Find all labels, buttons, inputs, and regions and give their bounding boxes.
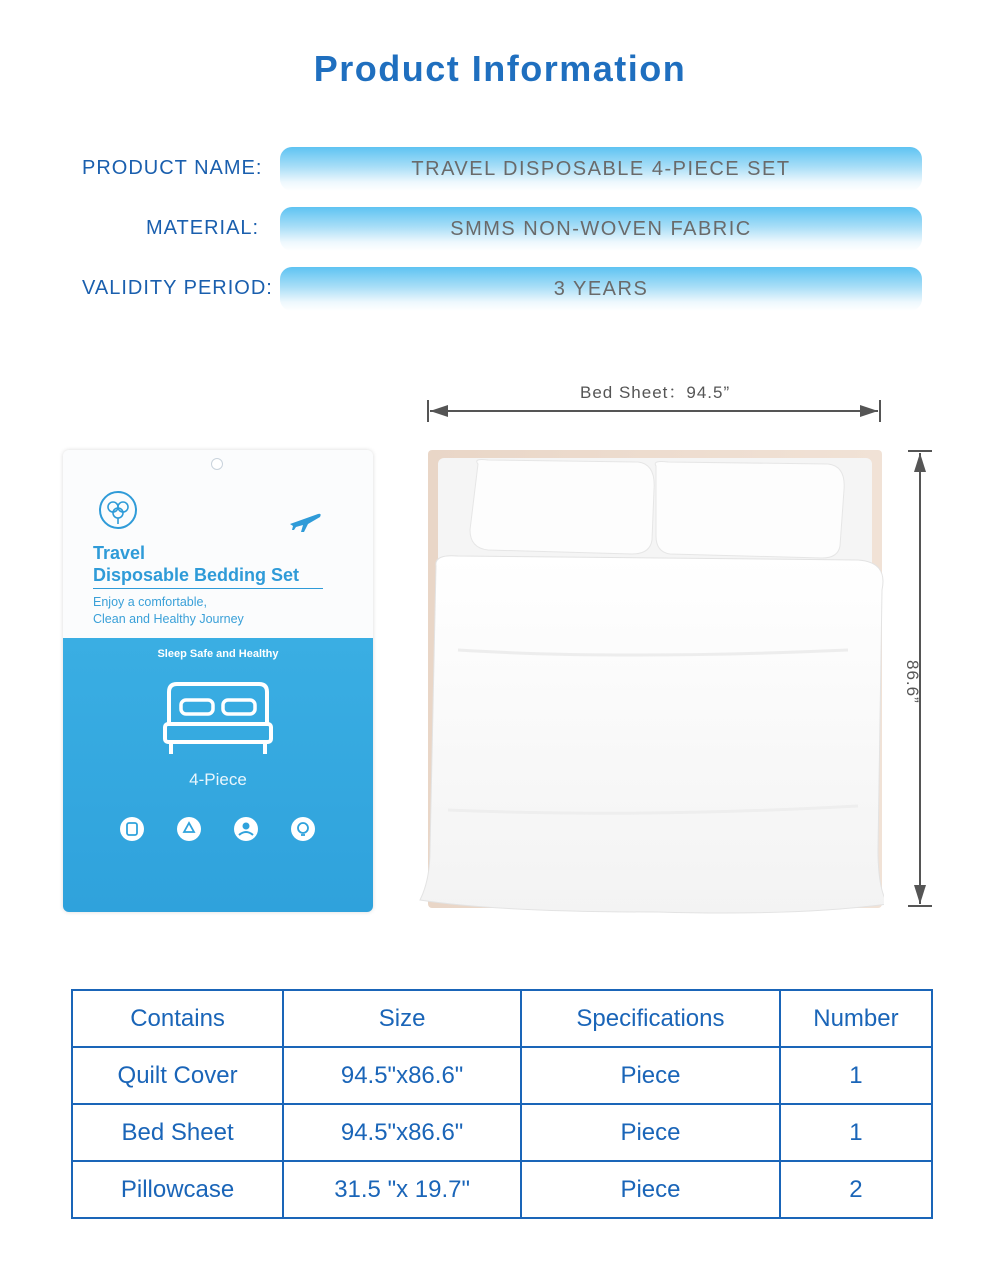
table-row xyxy=(72,1047,932,1104)
cell-specifications: Piece xyxy=(521,1047,780,1104)
package-brand xyxy=(93,542,299,586)
width-dimension-label: Bed Sheet：94.5” xyxy=(580,383,731,402)
hang-hole xyxy=(211,458,223,470)
spec-table xyxy=(71,989,933,1219)
cell-contains: Bed Sheet xyxy=(72,1104,283,1161)
airplane-icon xyxy=(288,510,322,534)
header-number: Number xyxy=(780,990,932,1047)
tagline-line-2: Clean and Healthy Journey xyxy=(93,612,244,626)
bed-icon xyxy=(161,678,275,758)
cell-number: 1 xyxy=(780,1047,932,1104)
comfort-icon xyxy=(290,816,316,842)
brand-divider xyxy=(93,588,323,589)
cell-contains: Pillowcase xyxy=(72,1161,283,1218)
header-contains: Contains xyxy=(72,990,283,1047)
table-row xyxy=(72,1161,932,1218)
width-arrow xyxy=(420,396,890,426)
validity-label: VALIDITY PERIOD: xyxy=(82,277,273,299)
package-tagline xyxy=(93,594,244,628)
cell-size: 31.5 "x 19.7" xyxy=(283,1161,521,1218)
product-name-value: TRAVEL DISPOSABLE 4-PIECE SET xyxy=(411,157,791,180)
piece-count: 4-Piece xyxy=(189,770,247,789)
product-name-label: PRODUCT NAME: xyxy=(82,157,263,179)
material-bar xyxy=(280,207,922,251)
cell-size: 94.5"x86.6" xyxy=(283,1104,521,1161)
table-row xyxy=(72,1104,932,1161)
material-value: SMMS NON-WOVEN FABRIC xyxy=(450,217,752,240)
package-banner: Sleep Safe and Healthy xyxy=(157,648,279,660)
portable-icon xyxy=(119,816,145,842)
material-label: MATERIAL: xyxy=(146,217,260,239)
cell-specifications: Piece xyxy=(521,1104,780,1161)
cell-specifications: Piece xyxy=(521,1161,780,1218)
validity-bar xyxy=(280,267,922,311)
bed-photo xyxy=(418,450,884,916)
tagline-line-1: Enjoy a comfortable, xyxy=(93,595,207,609)
product-package xyxy=(63,450,373,912)
page-title: Product Information xyxy=(313,48,687,89)
height-dimension-label: 86.6” xyxy=(903,660,922,704)
cell-contains: Quilt Cover xyxy=(72,1047,283,1104)
cell-number: 1 xyxy=(780,1104,932,1161)
brand-line-2: Disposable Bedding Set xyxy=(93,565,300,585)
cell-number: 2 xyxy=(780,1161,932,1218)
eco-icon xyxy=(176,816,202,842)
header-specifications: Specifications xyxy=(521,990,780,1047)
product-name-bar xyxy=(280,147,922,191)
validity-value: 3 YEARS xyxy=(553,277,649,300)
cotton-logo-icon xyxy=(98,490,138,530)
cell-size: 94.5"x86.6" xyxy=(283,1047,521,1104)
table-header-row xyxy=(72,990,932,1047)
skin-friendly-icon xyxy=(233,816,259,842)
brand-line-1: Travel xyxy=(93,543,146,563)
header-size: Size xyxy=(283,990,521,1047)
